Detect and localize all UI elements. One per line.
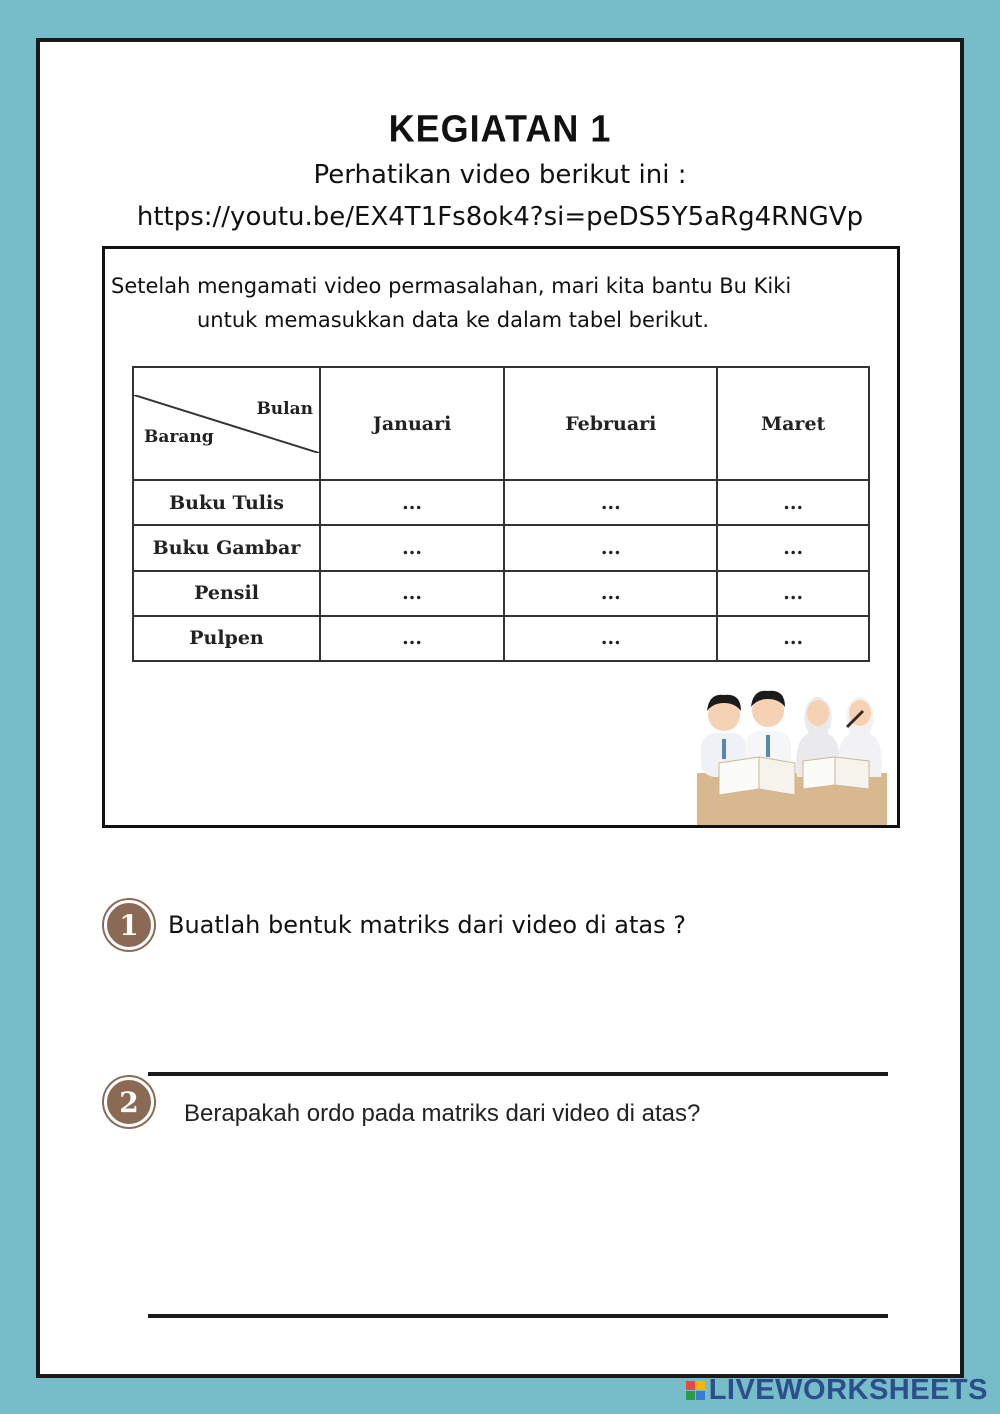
data-table <box>132 366 870 662</box>
table-cell[interactable]: ... <box>320 525 504 570</box>
table-cell[interactable]: ... <box>320 480 504 525</box>
table-cell[interactable]: ... <box>504 616 717 661</box>
question-text: Buatlah bentuk matriks dari video di atas ? <box>168 911 686 939</box>
table-cell[interactable]: ... <box>717 480 869 525</box>
table-row <box>133 525 869 570</box>
question-number-badge: 2 <box>104 1077 154 1127</box>
table-instruction <box>111 269 831 337</box>
row-label: Pensil <box>133 571 320 616</box>
table-cell[interactable]: ... <box>504 480 717 525</box>
table-header-row <box>133 367 869 480</box>
table-row <box>133 616 869 661</box>
video-instruction: Perhatikan video berikut ini : <box>313 160 687 190</box>
table-cell[interactable]: ... <box>717 616 869 661</box>
table-cell[interactable]: ... <box>504 525 717 570</box>
page-title: KEGIATAN 1 <box>388 106 612 150</box>
row-label: Buku Gambar <box>133 525 320 570</box>
table-cell[interactable]: ... <box>504 571 717 616</box>
table-row <box>133 571 869 616</box>
column-header: Februari <box>504 367 717 480</box>
column-header: Januari <box>320 367 504 480</box>
liveworksheets-logo-icon <box>686 1381 705 1400</box>
table-corner-cell <box>133 367 320 480</box>
instruction-line-2: untuk memasukkan data ke dalam tabel berikut. <box>197 308 710 332</box>
column-header: Maret <box>717 367 869 480</box>
row-label: Pulpen <box>133 616 320 661</box>
watermark <box>686 1374 988 1407</box>
instruction-line-1: Setelah mengamati video permasalahan, mari kita bantu Bu Kiki <box>111 274 792 298</box>
worksheet-page <box>36 38 964 1378</box>
table-cell[interactable]: ... <box>717 571 869 616</box>
corner-label-month: Bulan <box>256 398 313 419</box>
corner-label-item: Barang <box>144 426 214 447</box>
table-cell[interactable]: ... <box>717 525 869 570</box>
question-number-badge: 1 <box>104 900 154 950</box>
activity-box <box>102 246 900 828</box>
question-text: Berapakah ordo pada matriks dari video di atas? <box>184 1100 701 1127</box>
watermark-text: LIVEWORKSHEETS <box>708 1374 988 1406</box>
students-illustration <box>697 681 887 827</box>
answer-line-2[interactable] <box>148 1314 888 1318</box>
question-1 <box>104 900 686 950</box>
question-2 <box>104 1076 700 1128</box>
table-cell[interactable]: ... <box>320 571 504 616</box>
video-link[interactable]: https://youtu.be/EX4T1Fs8ok4?si=peDS5Y5aRg4RNGVp <box>136 202 864 232</box>
table-cell[interactable]: ... <box>320 616 504 661</box>
table-row <box>133 480 869 525</box>
row-label: Buku Tulis <box>133 480 320 525</box>
